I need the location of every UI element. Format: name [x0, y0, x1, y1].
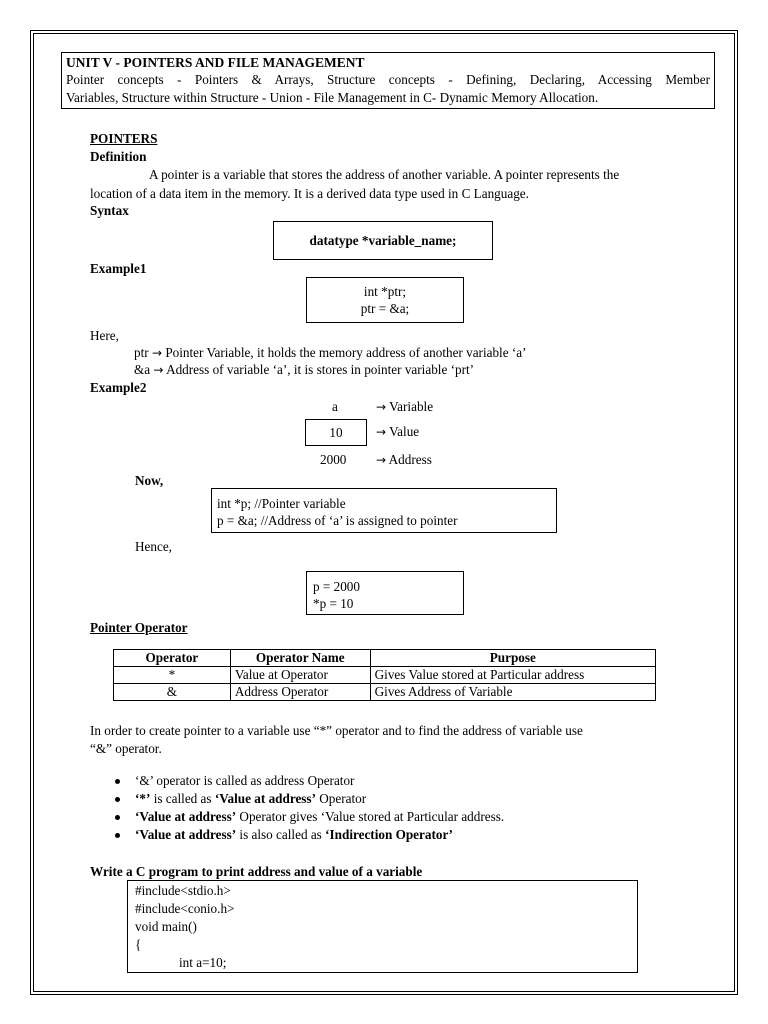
bullet-icon — [115, 779, 120, 784]
table-cell-name: Address Operator — [230, 684, 370, 701]
hence-code-box — [306, 571, 464, 615]
example1-code-line1: int *ptr; — [363, 284, 407, 299]
bullet-icon — [115, 797, 120, 802]
now-code-line2: p = &a; //Address of ‘a’ is assigned to pointer — [217, 513, 458, 528]
unit-description-line1: Pointer concepts - Pointers & Arrays, Structure concepts - Defining, Declaring, Accessing Member — [66, 72, 710, 87]
operator-paragraph-line2: “&” operator. — [90, 741, 162, 756]
here-line2-term: &a — [134, 362, 151, 377]
table-row — [114, 684, 656, 701]
diagram-value-caption: → Value — [376, 424, 420, 439]
right-arrow-icon: → — [376, 425, 387, 439]
syntax-label: Syntax — [90, 203, 129, 218]
definition-line2: location of a data item in the memory. It is a derived data type used in C Language. — [90, 186, 529, 201]
diagram-value: 10 — [329, 425, 343, 440]
bullet-icon — [115, 833, 120, 838]
now-label: Now, — [135, 473, 164, 488]
here-label: Here, — [90, 328, 119, 343]
here-line1-text: Pointer Variable, it holds the memory address of another variable ‘a’ — [165, 345, 527, 360]
right-arrow-icon: → — [153, 363, 164, 377]
table-cell-name: Value at Operator — [230, 667, 370, 684]
hence-label: Hence, — [135, 539, 172, 554]
syntax-code: datatype *variable_name; — [309, 233, 457, 248]
table-header-cell: Purpose — [370, 650, 655, 667]
example1-code-line2: ptr = &a; — [360, 301, 410, 316]
here-line1 — [134, 344, 527, 362]
table-row — [114, 667, 656, 684]
operator-table — [113, 649, 656, 701]
unit-header-box — [61, 52, 715, 109]
table-cell-purpose: Gives Value stored at Particular address — [370, 667, 655, 684]
right-arrow-icon: → — [376, 400, 387, 414]
operator-paragraph-line1: In order to create pointer to a variable use “*” operator and to find the address of variable use — [90, 723, 583, 738]
program-heading: Write a C program to print address and value of a variable — [90, 864, 423, 879]
code-line: void main() — [135, 919, 197, 934]
unit-description-line2: Variables, Structure within Structure - Union - File Management in C- Dynamic Memory Allocation. — [66, 90, 599, 105]
table-cell-purpose: Gives Address of Variable — [370, 684, 655, 701]
bullet-icon — [115, 815, 120, 820]
pointers-heading: POINTERS — [90, 131, 158, 146]
diagram-variable-caption: → Variable — [376, 399, 434, 414]
syntax-box — [273, 221, 493, 260]
unit-title: UNIT V - POINTERS AND FILE MANAGEMENT — [66, 55, 365, 70]
diagram-address: 2000 — [320, 452, 347, 467]
now-code-box — [211, 488, 557, 533]
right-arrow-icon: → — [151, 346, 163, 360]
table-header-row — [114, 650, 656, 667]
table-header-cell: Operator — [114, 650, 231, 667]
code-line: #include<conio.h> — [135, 901, 235, 916]
diagram-address-caption: → Address — [376, 452, 432, 467]
hence-code-line1: p = 2000 — [313, 579, 360, 594]
here-line2-text: Address of variable ‘a’, it is stores in pointer variable ‘prt’ — [166, 362, 475, 377]
definition-line1: A pointer is a variable that stores the address of another variable. A pointer represents the — [149, 167, 620, 182]
here-line2 — [134, 361, 474, 379]
table-cell-operator: & — [114, 684, 231, 701]
diagram-value-box — [305, 419, 367, 446]
program-code-box — [127, 880, 638, 973]
table-cell-operator: * — [114, 667, 231, 684]
example2-label: Example2 — [90, 380, 147, 395]
code-line: #include<stdio.h> — [135, 883, 231, 898]
code-line: { — [135, 937, 142, 952]
hence-code-line2: *p = 10 — [313, 596, 354, 611]
pointer-operator-heading: Pointer Operator — [90, 620, 188, 635]
here-line1-term: ptr — [134, 345, 149, 360]
example1-label: Example1 — [90, 261, 147, 276]
code-line: int a=10; — [179, 955, 227, 970]
right-arrow-icon: → — [376, 453, 387, 467]
table-header-cell: Operator Name — [230, 650, 370, 667]
diagram-variable-name: a — [332, 399, 338, 414]
definition-label: Definition — [90, 149, 147, 164]
example1-code-box — [306, 277, 464, 323]
now-code-line1: int *p; //Pointer variable — [217, 496, 346, 511]
